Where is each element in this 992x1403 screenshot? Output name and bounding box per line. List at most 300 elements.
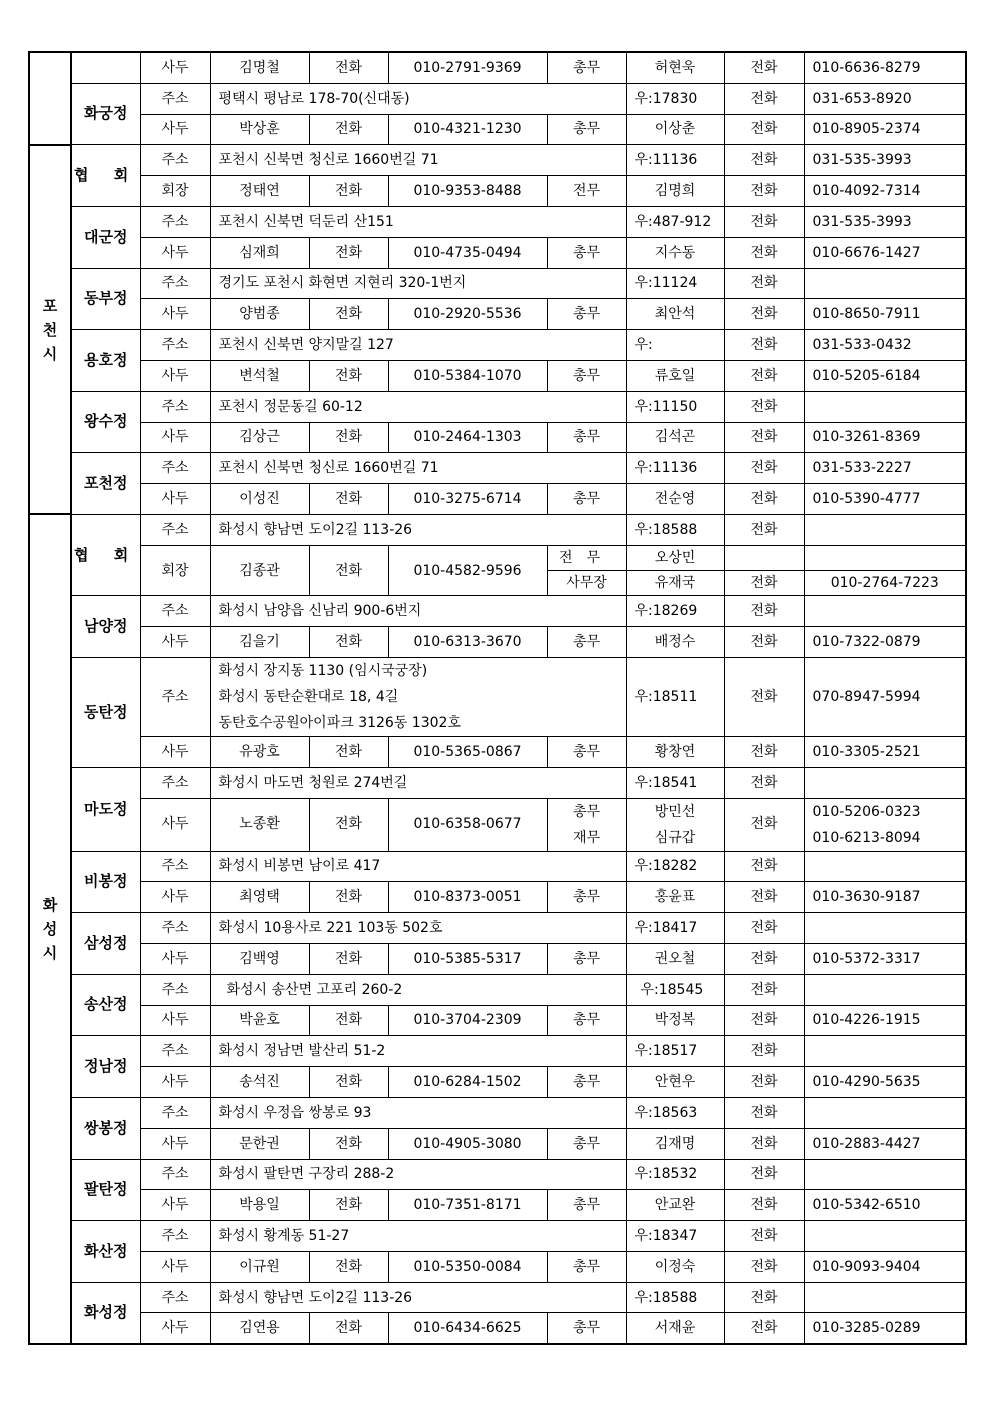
- address-value: 포천시 신북면 청신로 1660번길 71: [210, 453, 626, 484]
- address-value: 포천시 정문동길 60-12: [210, 391, 626, 422]
- phone-number: [804, 596, 966, 627]
- table-row: [29, 484, 966, 515]
- phone-label: 전화: [309, 627, 388, 658]
- person-name: 변석철: [210, 360, 309, 391]
- phone-label: 전화: [309, 52, 388, 83]
- role-label: 사무장: [547, 571, 626, 596]
- address-value: 평택시 평남로 178-70(신대동): [210, 83, 626, 114]
- address-label: 주소: [140, 391, 210, 422]
- phone-number: 010-5385-5317: [388, 943, 547, 974]
- phone-label: 전화: [724, 1313, 804, 1344]
- club-name: [71, 514, 140, 595]
- phone-label: 전화: [309, 798, 388, 851]
- club-name: 동부정: [71, 268, 140, 330]
- club-name: 남양정: [71, 596, 140, 658]
- zip-code: 우:18282: [626, 851, 724, 882]
- phone-label: 전화: [309, 545, 388, 596]
- person-name: 김종관: [210, 545, 309, 596]
- role-label: 사두: [140, 736, 210, 767]
- zip-code: 우:: [626, 330, 724, 361]
- person-name: 박윤호: [210, 1005, 309, 1036]
- address-value: 화성시 10용사로 221 103동 502호: [210, 913, 626, 944]
- phone-label: 전화: [309, 422, 388, 453]
- person-name: 김석곤: [626, 422, 724, 453]
- phone-label: 전화: [724, 1159, 804, 1190]
- table-row: [29, 268, 966, 299]
- person-name: 문한권: [210, 1128, 309, 1159]
- phone-number: [804, 1282, 966, 1313]
- table-row: [29, 176, 966, 207]
- role-label: 회장: [140, 545, 210, 596]
- role-label: 총무: [547, 237, 626, 268]
- phone-number: 010-9093-9404: [804, 1251, 966, 1282]
- role-label: 총무: [547, 882, 626, 913]
- phone-number: [804, 391, 966, 422]
- person-name: 배정수: [626, 627, 724, 658]
- role-label: 총무: [547, 1313, 626, 1344]
- club-name: 화궁정: [71, 83, 140, 145]
- phone-label: 전화: [724, 736, 804, 767]
- club-name: 왕수정: [71, 391, 140, 453]
- phone-number: 070-8947-5994: [804, 657, 966, 736]
- person-name: 이규원: [210, 1251, 309, 1282]
- table-row: [29, 514, 966, 545]
- city-cell-continued: [29, 52, 71, 145]
- address-value: 화성시 우정읍 쌍봉로 93: [210, 1097, 626, 1128]
- person-name: 유광호: [210, 736, 309, 767]
- phone-label: 전화: [309, 237, 388, 268]
- phone-number: 010-6434-6625: [388, 1313, 547, 1344]
- phone-label: 전화: [724, 798, 804, 851]
- table-row: [29, 1190, 966, 1221]
- table-row: [29, 882, 966, 913]
- table-row: [29, 1221, 966, 1252]
- role-label: 사두: [140, 114, 210, 145]
- table-row: [29, 1282, 966, 1313]
- phone-number: [804, 1036, 966, 1067]
- person-name: 안교완: [626, 1190, 724, 1221]
- phone-label: 전화: [309, 882, 388, 913]
- phone-number: 010-3261-8369: [804, 422, 966, 453]
- phone-number: [804, 1159, 966, 1190]
- table-row: [29, 330, 966, 361]
- table-row: [29, 1097, 966, 1128]
- phone-number: 010-2920-5536: [388, 299, 547, 330]
- address-value: 포천시 신북면 덕둔리 산151: [210, 206, 626, 237]
- table-row: [29, 657, 966, 736]
- zip-code: 우:487-912: [626, 206, 724, 237]
- address-label: 주소: [140, 330, 210, 361]
- phone-label: 전화: [724, 176, 804, 207]
- role-label: 재무: [572, 829, 601, 846]
- address-value: 포천시 신북면 청신로 1660번길 71: [210, 145, 626, 176]
- phone-label: 전화: [724, 627, 804, 658]
- phone-label: 전화: [309, 1005, 388, 1036]
- person-name: 서재윤: [626, 1313, 724, 1344]
- address-value: 경기도 포천시 화현면 지현리 320-1번지: [210, 268, 626, 299]
- zip-code: 우:18588: [626, 514, 724, 545]
- address-value: 포천시 신북면 양지말길 127: [210, 330, 626, 361]
- zip-code: 우:18545: [626, 974, 724, 1005]
- address-line: 화성시 동탄순환대로 18, 4길: [218, 688, 399, 705]
- role-label: 총무: [547, 1005, 626, 1036]
- phone-label: 전화: [724, 145, 804, 176]
- club-name-empty: [71, 52, 140, 83]
- role-label: 총무: [547, 736, 626, 767]
- address-label: 주소: [140, 514, 210, 545]
- club-name: 비봉정: [71, 851, 140, 913]
- phone-number: 010-3305-2521: [804, 736, 966, 767]
- table-row: [29, 145, 966, 176]
- address-value: 화성시 남양읍 신남리 900-6번지: [210, 596, 626, 627]
- person-name: 심규갑: [654, 829, 696, 846]
- address-label: 주소: [140, 206, 210, 237]
- role-label: 총무: [547, 52, 626, 83]
- person-name: 홍윤표: [626, 882, 724, 913]
- role-label: 총무: [547, 1128, 626, 1159]
- phone-number: 010-5390-4777: [804, 484, 966, 515]
- person-name: 이성진: [210, 484, 309, 515]
- person-name: 황창연: [626, 736, 724, 767]
- club-name-text: 협 회: [74, 545, 139, 564]
- phone-number: 010-4290-5635: [804, 1067, 966, 1098]
- club-name: 용호정: [71, 330, 140, 392]
- phone-number: 031-535-3993: [804, 145, 966, 176]
- phone-label: 전화: [724, 974, 804, 1005]
- role-label: 총무: [547, 422, 626, 453]
- club-name: 화성정: [71, 1282, 140, 1344]
- person-name: 김재명: [626, 1128, 724, 1159]
- person-name: 양범종: [210, 299, 309, 330]
- zip-code: 우:18563: [626, 1097, 724, 1128]
- club-name: 삼성정: [71, 913, 140, 975]
- role-label: 사두: [140, 1128, 210, 1159]
- phone-label: 전화: [724, 83, 804, 114]
- phone-label: 전화: [309, 943, 388, 974]
- club-name: 마도정: [71, 767, 140, 851]
- role-label: 총무: [547, 943, 626, 974]
- person-name: 최영택: [210, 882, 309, 913]
- zip-code: 우:11150: [626, 391, 724, 422]
- phone-number: 010-5342-6510: [804, 1190, 966, 1221]
- person-name-stack: [626, 798, 724, 851]
- phone-label: 전화: [724, 206, 804, 237]
- zip-code: 우:18511: [626, 657, 724, 736]
- phone-number: [804, 767, 966, 798]
- person-name: 이상춘: [626, 114, 724, 145]
- zip-code: 우:18517: [626, 1036, 724, 1067]
- phone-number: 010-4905-3080: [388, 1128, 547, 1159]
- phone-label-empty: [724, 545, 804, 570]
- phone-number: 010-5384-1070: [388, 360, 547, 391]
- person-name: 이정숙: [626, 1251, 724, 1282]
- club-name: 대군정: [71, 206, 140, 268]
- address-label: 주소: [140, 913, 210, 944]
- zip-code: 우:18532: [626, 1159, 724, 1190]
- phone-label: 전화: [724, 657, 804, 736]
- phone-number: 010-6676-1427: [804, 237, 966, 268]
- role-label: 총무: [547, 484, 626, 515]
- phone-label: 전화: [724, 913, 804, 944]
- phone-number: 010-5372-3317: [804, 943, 966, 974]
- phone-number: 010-3630-9187: [804, 882, 966, 913]
- phone-number: 010-7351-8171: [388, 1190, 547, 1221]
- person-name: 류호일: [626, 360, 724, 391]
- phone-label: 전화: [724, 52, 804, 83]
- phone-label: 전화: [724, 1097, 804, 1128]
- address-line: 동탄호수공원아이파크 3126동 1302호: [218, 714, 461, 731]
- person-name: 노종환: [210, 798, 309, 851]
- phone-label: 전화: [724, 360, 804, 391]
- table-row: [29, 1159, 966, 1190]
- table-row: [29, 1313, 966, 1344]
- table-row: [29, 545, 966, 570]
- phone-number: 031-653-8920: [804, 83, 966, 114]
- address-label: 주소: [140, 596, 210, 627]
- phone-label: 전화: [309, 1251, 388, 1282]
- table-row: [29, 83, 966, 114]
- table-row: [29, 943, 966, 974]
- phone-label: 전화: [724, 268, 804, 299]
- table-row: [29, 596, 966, 627]
- table-row: [29, 798, 966, 851]
- role-label: 전무: [547, 545, 626, 570]
- address-label: 주소: [140, 1036, 210, 1067]
- role-label: 총무: [547, 627, 626, 658]
- phone-number: 010-3275-6714: [388, 484, 547, 515]
- phone-label: 전화: [724, 1221, 804, 1252]
- person-name: 송석진: [210, 1067, 309, 1098]
- phone-label: 전화: [724, 1251, 804, 1282]
- role-label: 사두: [140, 1005, 210, 1036]
- table-row: [29, 913, 966, 944]
- person-name: 박상훈: [210, 114, 309, 145]
- phone-number: 031-533-2227: [804, 453, 966, 484]
- phone-number: 010-2883-4427: [804, 1128, 966, 1159]
- phone-number: 010-4735-0494: [388, 237, 547, 268]
- phone-label: 전화: [724, 882, 804, 913]
- address-value: [210, 657, 626, 736]
- club-directory-table: [28, 51, 967, 1345]
- phone-label: 전화: [309, 176, 388, 207]
- club-name-text: 협 회: [74, 166, 139, 185]
- person-name: 김명철: [210, 52, 309, 83]
- role-label: 사두: [140, 1067, 210, 1098]
- address-value: 화성시 향남면 도이2길 113-26: [210, 1282, 626, 1313]
- person-name: 전순영: [626, 484, 724, 515]
- phone-number: 031-533-0432: [804, 330, 966, 361]
- phone-number: 010-2791-9369: [388, 52, 547, 83]
- phone-label: 전화: [309, 299, 388, 330]
- phone-number: 010-2764-7223: [804, 571, 966, 596]
- person-name: 안현우: [626, 1067, 724, 1098]
- phone-number: 010-5205-6184: [804, 360, 966, 391]
- city-char: 포: [42, 296, 58, 315]
- phone-number: 010-3285-0289: [804, 1313, 966, 1344]
- address-label: 주소: [140, 1282, 210, 1313]
- table-row: [29, 52, 966, 83]
- role-label: 총무: [572, 803, 601, 820]
- phone-number: 010-4582-9596: [388, 545, 547, 596]
- table-row: [29, 360, 966, 391]
- city-char: 시: [42, 944, 58, 963]
- zip-code: 우:18588: [626, 1282, 724, 1313]
- city-char: 시: [42, 344, 58, 363]
- zip-code: 우:17830: [626, 83, 724, 114]
- table-row: [29, 1251, 966, 1282]
- role-label: 사두: [140, 422, 210, 453]
- role-label: 사두: [140, 1190, 210, 1221]
- phone-number: [804, 514, 966, 545]
- table-row: [29, 114, 966, 145]
- address-value: 화성시 팔탄면 구장리 288-2: [210, 1159, 626, 1190]
- person-name: 유재국: [626, 571, 724, 596]
- person-name: 방민선: [654, 803, 696, 820]
- phone-label: 전화: [309, 1128, 388, 1159]
- city-hwaseong: [29, 514, 71, 1344]
- table-row: [29, 237, 966, 268]
- phone-number: [804, 851, 966, 882]
- phone-label: 전화: [309, 1067, 388, 1098]
- phone-label: 전화: [724, 1190, 804, 1221]
- person-name: 김상근: [210, 422, 309, 453]
- address-line: 화성시 장지동 1130 (임시국궁장): [218, 662, 428, 679]
- address-label: 주소: [140, 851, 210, 882]
- phone-label: 전화: [724, 1067, 804, 1098]
- phone-label: 전화: [724, 114, 804, 145]
- table-row: [29, 627, 966, 658]
- phone-number: 010-4092-7314: [804, 176, 966, 207]
- address-value: 화성시 마도면 청원로 274번길: [210, 767, 626, 798]
- table-row: [29, 422, 966, 453]
- phone-number: 010-4321-1230: [388, 114, 547, 145]
- role-label: 사두: [140, 798, 210, 851]
- phone-number: 010-6284-1502: [388, 1067, 547, 1098]
- address-label: 주소: [140, 145, 210, 176]
- city-char: 화: [42, 896, 58, 915]
- address-value: 화성시 황계동 51-27: [210, 1221, 626, 1252]
- person-name: 김연용: [210, 1313, 309, 1344]
- phone-number: 010-6636-8279: [804, 52, 966, 83]
- phone-number: [804, 974, 966, 1005]
- person-name: 김백영: [210, 943, 309, 974]
- person-name: 심재희: [210, 237, 309, 268]
- person-name: 권오철: [626, 943, 724, 974]
- zip-code: 우:11124: [626, 268, 724, 299]
- city-pocheon: [29, 145, 71, 515]
- table-row: [29, 851, 966, 882]
- table-row: [29, 974, 966, 1005]
- role-label: 회장: [140, 176, 210, 207]
- table-row: [29, 1067, 966, 1098]
- table-row: [29, 1005, 966, 1036]
- address-value: 화성시 향남면 도이2길 113-26: [210, 514, 626, 545]
- zip-code: 우:18417: [626, 913, 724, 944]
- phone-number: 010-8373-0051: [388, 882, 547, 913]
- phone-label: 전화: [724, 571, 804, 596]
- table-row: [29, 453, 966, 484]
- phone-label: 전화: [724, 1282, 804, 1313]
- phone-label: 전화: [724, 1128, 804, 1159]
- phone-label: 전화: [309, 1190, 388, 1221]
- table-row: [29, 206, 966, 237]
- club-name: [71, 145, 140, 207]
- phone-label: 전화: [309, 736, 388, 767]
- address-value: 화성시 정남면 발산리 51-2: [210, 1036, 626, 1067]
- role-label: 사두: [140, 627, 210, 658]
- role-label: 총무: [547, 1067, 626, 1098]
- address-value: 화성시 비봉면 남이로 417: [210, 851, 626, 882]
- address-label: 주소: [140, 974, 210, 1005]
- table-row: [29, 1036, 966, 1067]
- role-label: 총무: [547, 360, 626, 391]
- role-label: 총무: [547, 299, 626, 330]
- club-name: 정남정: [71, 1036, 140, 1098]
- role-label: 총무: [547, 1190, 626, 1221]
- phone-label: 전화: [309, 1313, 388, 1344]
- phone-number-empty: [804, 545, 966, 570]
- phone-label: 전화: [724, 391, 804, 422]
- club-name: 팔탄정: [71, 1159, 140, 1221]
- address-label: 주소: [140, 657, 210, 736]
- club-name: 쌍봉정: [71, 1097, 140, 1159]
- role-label: 사두: [140, 943, 210, 974]
- phone-number: 010-4226-1915: [804, 1005, 966, 1036]
- table-row: [29, 767, 966, 798]
- phone-number: 031-535-3993: [804, 206, 966, 237]
- phone-label: 전화: [724, 453, 804, 484]
- phone-label: 전화: [724, 299, 804, 330]
- person-name: 박용일: [210, 1190, 309, 1221]
- table-row: [29, 299, 966, 330]
- role-label: 총무: [547, 114, 626, 145]
- phone-number-stack: [804, 798, 966, 851]
- phone-number: [804, 1221, 966, 1252]
- phone-number: 010-5365-0867: [388, 736, 547, 767]
- phone-label: 전화: [724, 422, 804, 453]
- role-label: 사두: [140, 484, 210, 515]
- address-label: 주소: [140, 453, 210, 484]
- role-label: 사두: [140, 1313, 210, 1344]
- person-name: 김을기: [210, 627, 309, 658]
- role-label: 사두: [140, 237, 210, 268]
- city-char: 성: [42, 920, 58, 939]
- person-name: 정태연: [210, 176, 309, 207]
- role-label: 사두: [140, 882, 210, 913]
- phone-label: 전화: [724, 943, 804, 974]
- club-name: 동탄정: [71, 657, 140, 767]
- phone-label: 전화: [724, 851, 804, 882]
- phone-label: 전화: [724, 1036, 804, 1067]
- phone-label: 전화: [309, 114, 388, 145]
- table-row: [29, 391, 966, 422]
- phone-label: 전화: [309, 484, 388, 515]
- phone-number: 010-6313-3670: [388, 627, 547, 658]
- phone-label: 전화: [309, 360, 388, 391]
- city-char: 천: [42, 320, 58, 339]
- phone-number: 010-8905-2374: [804, 114, 966, 145]
- zip-code: 우:18347: [626, 1221, 724, 1252]
- zip-code: 우:18269: [626, 596, 724, 627]
- club-name: 화산정: [71, 1221, 140, 1283]
- phone-label: 전화: [724, 1005, 804, 1036]
- phone-number: 010-6358-0677: [388, 798, 547, 851]
- phone-number: [804, 268, 966, 299]
- phone-number: 010-9353-8488: [388, 176, 547, 207]
- role-label: 총무: [547, 1251, 626, 1282]
- phone-number: 010-3704-2309: [388, 1005, 547, 1036]
- phone-number: [804, 1097, 966, 1128]
